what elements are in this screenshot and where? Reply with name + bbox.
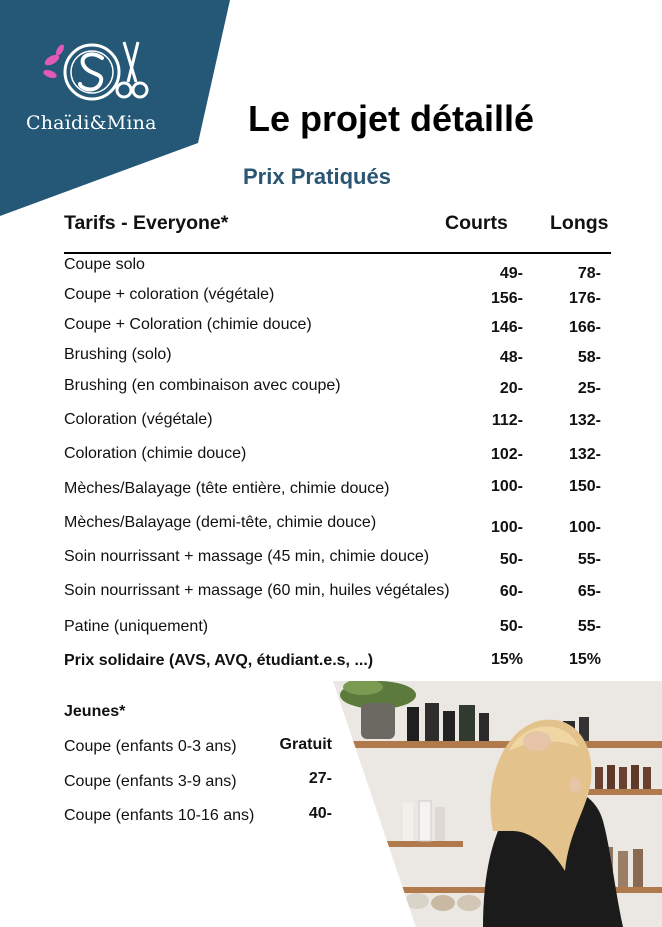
- table-row-label: Soin nourrissant + massage (60 min, huiles végétales): [64, 582, 450, 599]
- table-row-label: Coupe + coloration (végétale): [64, 286, 275, 303]
- table-row-longs: 55-: [577, 551, 601, 568]
- table-row-longs: 25-: [577, 380, 601, 397]
- table-row-label: Mèches/Balayage (tête entière, chimie douce): [64, 480, 390, 497]
- table-row-courts: 156-: [490, 290, 523, 307]
- table-row-label: Patine (uniquement): [64, 618, 209, 635]
- table-row-label: Brushing (solo): [64, 346, 172, 363]
- table-header-longs: Longs: [550, 212, 609, 234]
- table-row-label: Coupe solo: [64, 256, 145, 273]
- jeunes-row-label: Coupe (enfants 3-9 ans): [64, 773, 237, 790]
- table-row-courts: 146-: [490, 319, 523, 336]
- table-row-longs: 78-: [577, 265, 601, 282]
- header-divider: [64, 252, 611, 254]
- table-row-courts: 48-: [499, 349, 523, 366]
- table-row-label-solidaire: Prix solidaire (AVS, AVQ, étudiant.e.s, ...): [64, 652, 374, 669]
- table-row-longs: 132-: [568, 412, 601, 429]
- table-row-longs: 58-: [577, 349, 601, 366]
- table-row-longs: 15%: [568, 651, 601, 668]
- jeunes-row-label: Coupe (enfants 10-16 ans): [64, 807, 255, 824]
- page-title: Le projet détaillé: [248, 98, 535, 139]
- table-header-courts: Courts: [445, 212, 508, 234]
- table-row-courts: 100-: [490, 478, 523, 495]
- table-row-courts: 15%: [490, 651, 523, 668]
- table-row-longs: 55-: [577, 618, 601, 635]
- page-subtitle: Prix Pratiqués: [243, 164, 391, 189]
- table-row-courts: 50-: [499, 618, 523, 635]
- table-row-longs: 132-: [568, 446, 601, 463]
- table-row-label: Coloration (chimie douce): [64, 445, 247, 462]
- brand-name: Chaïdi&Mina: [26, 112, 157, 134]
- table-row-courts: 102-: [490, 446, 523, 463]
- table-row-courts: 60-: [499, 583, 523, 600]
- table-row-longs: 150-: [568, 478, 601, 495]
- table-row-courts: 112-: [491, 412, 523, 429]
- jeunes-row-price: Gratuit: [279, 736, 332, 753]
- table-row-label: Mèches/Balayage (demi-tête, chimie douce): [64, 514, 377, 531]
- brand-corner-shape: [0, 0, 240, 220]
- table-row-longs: 176-: [568, 290, 601, 307]
- table-row-longs: 100-: [568, 519, 601, 536]
- table-row-courts: 100-: [490, 519, 523, 536]
- jeunes-heading: Jeunes*: [64, 703, 126, 720]
- jeunes-row-price: 27-: [308, 770, 332, 787]
- table-row-label: Soin nourrissant + massage (45 min, chimie douce): [64, 548, 430, 565]
- table-row-courts: 50-: [499, 551, 523, 568]
- table-row-label: Coloration (végétale): [64, 411, 213, 428]
- table-row-label: Brushing (en combinaison avec coupe): [64, 377, 341, 394]
- jeunes-row-price: 40-: [308, 805, 332, 822]
- table-row-label: Coupe + Coloration (chimie douce): [64, 316, 312, 333]
- scissors-logo-icon: [40, 36, 160, 108]
- table-header-label: Tarifs - Everyone*: [64, 212, 229, 234]
- table-row-courts: 49-: [499, 265, 523, 282]
- jeunes-row-label: Coupe (enfants 0-3 ans): [64, 738, 237, 755]
- table-row-courts: 20-: [499, 380, 523, 397]
- salon-photo: [333, 681, 662, 927]
- table-row-longs: 166-: [568, 319, 601, 336]
- table-row-longs: 65-: [577, 583, 601, 600]
